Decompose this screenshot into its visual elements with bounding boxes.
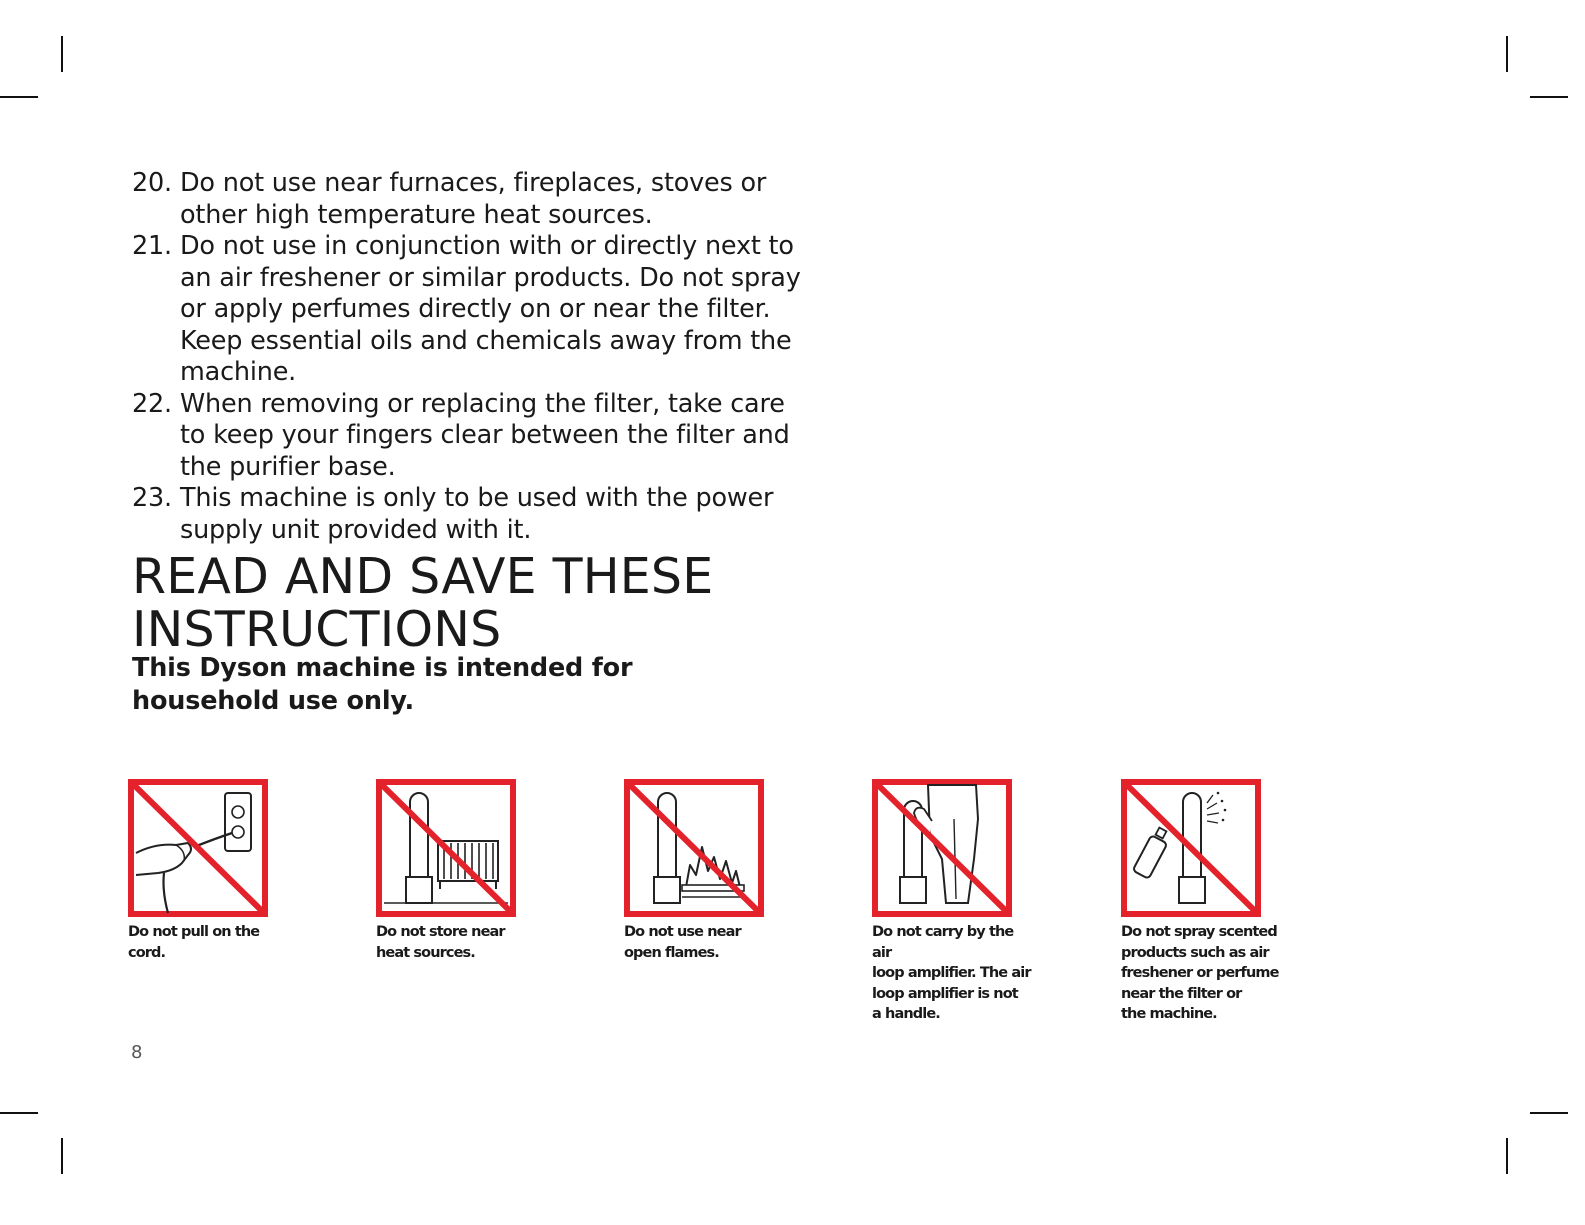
instruction-item bbox=[132, 168, 812, 231]
warning-caption: Do not store near heat sources. bbox=[376, 924, 505, 961]
instruction-text: This machine is only to be used with the power supply unit provided with it. bbox=[180, 483, 774, 545]
safety-instructions-list bbox=[132, 168, 812, 546]
crop-mark-top-right-v bbox=[1506, 36, 1508, 72]
crop-mark-bottom-right-h bbox=[1530, 1112, 1568, 1114]
instruction-text: Do not use near furnaces, fireplaces, stoves or other high temperature heat sources. bbox=[180, 168, 767, 230]
crop-mark-bottom-right-v bbox=[1506, 1138, 1508, 1174]
no-heat-source-icon bbox=[376, 779, 516, 917]
warning-heat-sources bbox=[376, 779, 536, 963]
household-use-notice: This Dyson machine is intended for household use only. bbox=[132, 653, 633, 716]
instruction-item bbox=[132, 231, 812, 389]
instruction-text: When removing or replacing the filter, take care to keep your fingers clear between the filter and the purifier base. bbox=[180, 388, 790, 482]
instruction-number: 23. bbox=[132, 483, 172, 513]
warning-caption: Do not spray scented products such as air freshener or perfume near the filter or the machine. bbox=[1121, 924, 1279, 1022]
no-spray-scented-icon bbox=[1121, 779, 1261, 917]
instruction-item bbox=[132, 483, 812, 546]
warning-pull-cord bbox=[128, 779, 288, 963]
warning-caption: Do not use near open flames. bbox=[624, 924, 741, 961]
warning-caption: Do not carry by the air loop amplifier. The air loop amplifier is not a handle. bbox=[872, 924, 1031, 1022]
warning-caption: Do not pull on the cord. bbox=[128, 924, 260, 961]
no-open-flame-icon bbox=[624, 779, 764, 917]
crop-mark-top-right-h bbox=[1530, 96, 1568, 98]
crop-mark-bottom-left-v bbox=[61, 1138, 63, 1174]
no-carry-by-loop-icon bbox=[872, 779, 1012, 917]
instruction-text: Do not use in conjunction with or directly next to an air freshener or similar products. Do not spray or apply perfumes directly on or near the filter. Keep essential oils and chemicals away from the machine. bbox=[180, 231, 801, 387]
instruction-number: 20. bbox=[132, 168, 172, 198]
instruction-item bbox=[132, 389, 812, 484]
instruction-number: 22. bbox=[132, 388, 172, 419]
crop-mark-top-left-h bbox=[0, 96, 38, 98]
crop-mark-bottom-left-h bbox=[0, 1112, 38, 1114]
no-pull-cord-icon bbox=[128, 779, 268, 917]
warning-carry-loop bbox=[872, 779, 1032, 1025]
warning-spray-scented bbox=[1121, 779, 1281, 1025]
instruction-number: 21. bbox=[132, 231, 172, 261]
warning-open-flames bbox=[624, 779, 784, 963]
page-number: 8 bbox=[131, 1042, 143, 1063]
crop-mark-top-left-v bbox=[61, 36, 63, 72]
read-and-save-heading: READ AND SAVE THESE INSTRUCTIONS bbox=[132, 548, 714, 658]
